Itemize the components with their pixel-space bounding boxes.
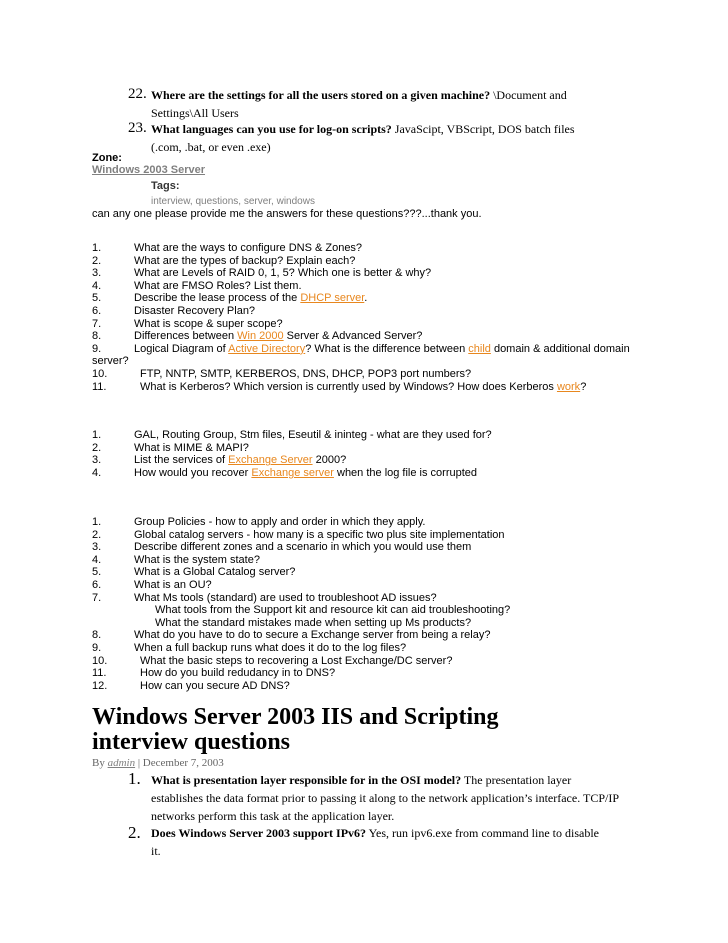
byline <box>92 757 224 769</box>
list-item-text <box>134 554 260 567</box>
list-item-text <box>140 381 586 394</box>
list-item-text-part: ? What is the difference between <box>305 342 469 355</box>
list-item-text-part: What are Levels of RAID 0, 1, 5? Which one is better & why? <box>134 267 432 280</box>
list-item <box>92 267 722 280</box>
list-item <box>92 381 722 394</box>
question-23 <box>128 120 147 137</box>
question-title: Where are the settings for all the users stored on a given machine? <box>151 88 491 102</box>
inline-link[interactable]: Exchange Server <box>228 454 313 467</box>
list-item-text-part: What are FMSO Roles? List them. <box>134 279 302 292</box>
list-item-text-part: How can you secure AD DNS? <box>140 679 290 692</box>
bottom-question-1 <box>151 772 571 789</box>
list-item-number: 4. <box>92 279 102 292</box>
list-item <box>92 280 722 293</box>
list-item-number: 5. <box>92 292 102 305</box>
section-heading-line2: interview questions <box>92 729 290 755</box>
list-item-text <box>140 368 471 381</box>
list-item-text-part: Logical Diagram of <box>134 342 229 355</box>
list-item-number: 10. <box>92 654 108 667</box>
list-item-text <box>155 604 510 617</box>
question-22-text <box>151 87 567 104</box>
list-item-text <box>134 318 283 331</box>
list-item-text <box>134 454 346 467</box>
list-item-number: 4. <box>92 553 102 566</box>
list-item <box>92 516 722 529</box>
list-item-text <box>92 355 129 368</box>
question-answer: The presentation layer <box>461 773 572 787</box>
zone-value[interactable] <box>92 164 205 177</box>
byline-by: By <box>92 757 108 769</box>
list-item-text-part: What is a Global Catalog server? <box>134 566 296 579</box>
list-item-text <box>134 541 471 554</box>
list-item-text <box>134 292 367 305</box>
zone-link[interactable]: Windows 2003 Server <box>92 164 206 176</box>
list-item-text <box>134 529 505 542</box>
list-item <box>92 541 722 554</box>
tags-label: Tags: <box>151 180 180 192</box>
list-item-text-part: domain & additional domain <box>490 342 630 355</box>
list-item-text <box>134 592 437 605</box>
section-heading-line1: Windows Server 2003 IIS and Scripting <box>92 704 499 730</box>
list-item-text-part: What is Kerberos? Which version is currently used by Windows? How does Kerberos <box>140 380 557 393</box>
list-item-number: 2. <box>92 528 102 541</box>
list-item-text-part: Describe the lease process of the <box>134 292 301 305</box>
question-22-answer-cont: Settings\All Users <box>151 106 239 120</box>
list-item-text-part: What is the system state? <box>134 553 260 566</box>
list-item <box>92 579 722 592</box>
list-item-number: 6. <box>92 304 102 317</box>
list-item-number: 12. <box>92 679 108 692</box>
list-item-text-part: . <box>364 292 368 305</box>
list-item-text <box>134 343 630 356</box>
list-item-number: 8. <box>92 629 102 642</box>
list-item-text-part: Global catalog servers - how many is a specific two plus site implementation <box>134 528 505 541</box>
inline-link[interactable]: child <box>468 342 491 355</box>
list-item-text-part: What the basic steps to recovering a Lost Exchange/DC server? <box>140 654 453 667</box>
list-item <box>92 318 722 331</box>
list-item-text-part: ? <box>580 380 587 393</box>
question-23-answer-cont: (.com, .bat, or even .exe) <box>151 140 271 154</box>
list-item-text-part: FTP, NNTP, SMTP, KERBEROS, DNS, DHCP, POP3 port numbers? <box>140 367 472 380</box>
list-item <box>92 343 722 356</box>
list-item <box>92 629 722 642</box>
list-item <box>92 642 722 655</box>
list-item-text <box>155 617 471 630</box>
list-item-number: 11. <box>92 380 107 393</box>
list-item-text-part: Describe different zones and a scenario in which you would use them <box>134 541 472 554</box>
list-item-text-part: What Ms tools (standard) are used to troubleshoot AD issues? <box>134 591 437 604</box>
list-item-number: 10. <box>92 367 108 380</box>
list-item-text-part: 2000? <box>312 454 347 467</box>
question-answer: \Document and <box>490 88 567 102</box>
list-item-text-part: How do you build redudancy in to DNS? <box>140 667 336 680</box>
list-item-text <box>134 629 490 642</box>
list-item-text-part: GAL, Routing Group, Stm files, Eseutil & ininteg - what are they used for? <box>134 429 492 441</box>
list-item <box>92 566 722 579</box>
list-item <box>92 680 722 693</box>
list-item-text <box>134 516 425 529</box>
author-link[interactable]: admin <box>107 757 136 769</box>
list-item-number: 3. <box>92 541 102 554</box>
list-item-text-part: What tools from the Support kit and resource kit can aid troubleshooting? <box>155 604 511 617</box>
question-title: Does Windows Server 2003 support IPv6? <box>151 826 367 840</box>
question-22 <box>128 86 147 103</box>
list-item-text-part: Disaster Recovery Plan? <box>134 304 256 317</box>
bottom-question-1-cont-2: networks perform this task at the application layer. <box>151 809 395 823</box>
list-item-text-part: What do you have to do to secure a Exchange server from being a relay? <box>134 629 491 642</box>
bottom-question-2-cont: it. <box>151 844 161 858</box>
list-item-text <box>134 267 431 280</box>
list-item-text-part: What are the ways to configure DNS & Zones? <box>134 242 363 254</box>
list-item-text-part: Server & Advanced Server? <box>283 330 423 343</box>
list-item-number: 8. <box>92 330 102 343</box>
bottom-question-1-cont-1: establishes the data format prior to passing it along to the network application’s interface. TCP/IP <box>151 791 620 805</box>
list-item-text <box>134 330 422 343</box>
list-item-number: 1. <box>92 242 102 254</box>
inline-link[interactable]: Exchange server <box>251 466 334 479</box>
list-item <box>92 330 722 343</box>
list-item <box>92 355 722 368</box>
tags-value[interactable]: interview, questions, server, windows <box>151 196 315 207</box>
list-item-number: 1. <box>92 429 102 441</box>
list-item-text-part: What are the types of backup? Explain each? <box>134 254 356 267</box>
byline-date: | December 7, 2003 <box>135 757 224 769</box>
list-item-text <box>134 280 302 293</box>
list-item <box>92 305 722 318</box>
list-item-text <box>134 429 492 442</box>
inline-link[interactable]: DHCP server <box>300 292 365 305</box>
list-item-number: 2. <box>92 441 102 454</box>
list-item-number: 4. <box>92 466 102 479</box>
question-title: What is presentation layer responsible for in the OSI model? <box>151 773 462 787</box>
list-item-text-part: List the services of <box>134 454 229 467</box>
list-item-number: 2. <box>92 254 102 267</box>
list-item-text-part: when the log file is corrupted <box>333 466 478 479</box>
bottom-question-1-number: 1. <box>128 769 141 788</box>
question-answer: Yes, run ipv6.exe from command line to disable <box>366 826 599 840</box>
inline-link[interactable]: Active Directory <box>228 342 306 355</box>
list-item <box>92 529 722 542</box>
question-list-2 <box>92 429 722 479</box>
list-item <box>92 429 722 442</box>
list-item-number: 1. <box>92 516 102 528</box>
list-item <box>92 368 722 381</box>
zone-label: Zone: <box>92 152 122 164</box>
list-item-text <box>134 305 255 318</box>
list-item <box>92 255 722 268</box>
list-item-number: 7. <box>92 317 102 330</box>
list-item-text-part: Differences between <box>134 330 238 343</box>
question-number: 23. <box>128 120 147 136</box>
list-item <box>92 554 722 567</box>
list-item-number: 7. <box>92 591 102 604</box>
list-item-text-part: Group Policies - how to apply and order in which they apply. <box>134 516 426 528</box>
list-item <box>92 617 722 630</box>
list-item-number: 11. <box>92 667 107 680</box>
bottom-question-2-number: 2. <box>128 823 141 842</box>
list-item <box>92 242 722 255</box>
list-item-text <box>140 680 290 693</box>
question-list-1 <box>92 242 722 393</box>
list-item-text-part: When a full backup runs what does it do to the log files? <box>134 641 407 654</box>
list-item-text-part: What the standard mistakes made when setting up Ms products? <box>155 616 472 629</box>
list-item-text <box>134 442 249 455</box>
list-item-text-part: What is MIME & MAPI? <box>134 441 249 454</box>
question-23-text <box>151 121 575 138</box>
question-number: 22. <box>128 86 147 102</box>
list-item-number: 3. <box>92 454 102 467</box>
list-item <box>92 292 722 305</box>
list-item <box>92 442 722 455</box>
inline-link[interactable]: Win 2000 <box>237 330 284 343</box>
list-item-number: 3. <box>92 267 102 280</box>
list-item-text <box>134 242 362 255</box>
list-item <box>92 655 722 668</box>
list-item-text-part: How would you recover <box>134 466 252 479</box>
list-item-text <box>134 579 212 592</box>
list-item <box>92 592 722 605</box>
request-text: can any one please provide me the answers for these questions???...thank you. <box>92 208 482 220</box>
question-title: What languages can you use for log-on scripts? <box>151 122 392 136</box>
question-answer: JavaScipt, VBScript, DOS batch files <box>391 122 575 136</box>
list-item-text <box>134 467 477 480</box>
list-item-text-part: server? <box>92 355 129 368</box>
list-item-text-part: What is an OU? <box>134 578 212 591</box>
list-item-number: 9. <box>92 342 102 355</box>
list-item-text <box>134 566 295 579</box>
list-item-text <box>134 642 406 655</box>
list-item-number: 9. <box>92 641 102 654</box>
list-item <box>92 467 722 480</box>
bottom-question-2 <box>151 825 599 842</box>
list-item-number: 5. <box>92 566 102 579</box>
list-item-text <box>140 667 335 680</box>
list-item-text <box>140 655 452 668</box>
list-item <box>92 604 722 617</box>
list-item <box>92 667 722 680</box>
list-item-number: 6. <box>92 578 102 591</box>
list-item <box>92 454 722 467</box>
inline-link[interactable]: work <box>556 380 581 393</box>
list-item-text-part: What is scope & super scope? <box>134 317 283 330</box>
question-list-3 <box>92 516 722 692</box>
list-item-text <box>134 255 355 268</box>
